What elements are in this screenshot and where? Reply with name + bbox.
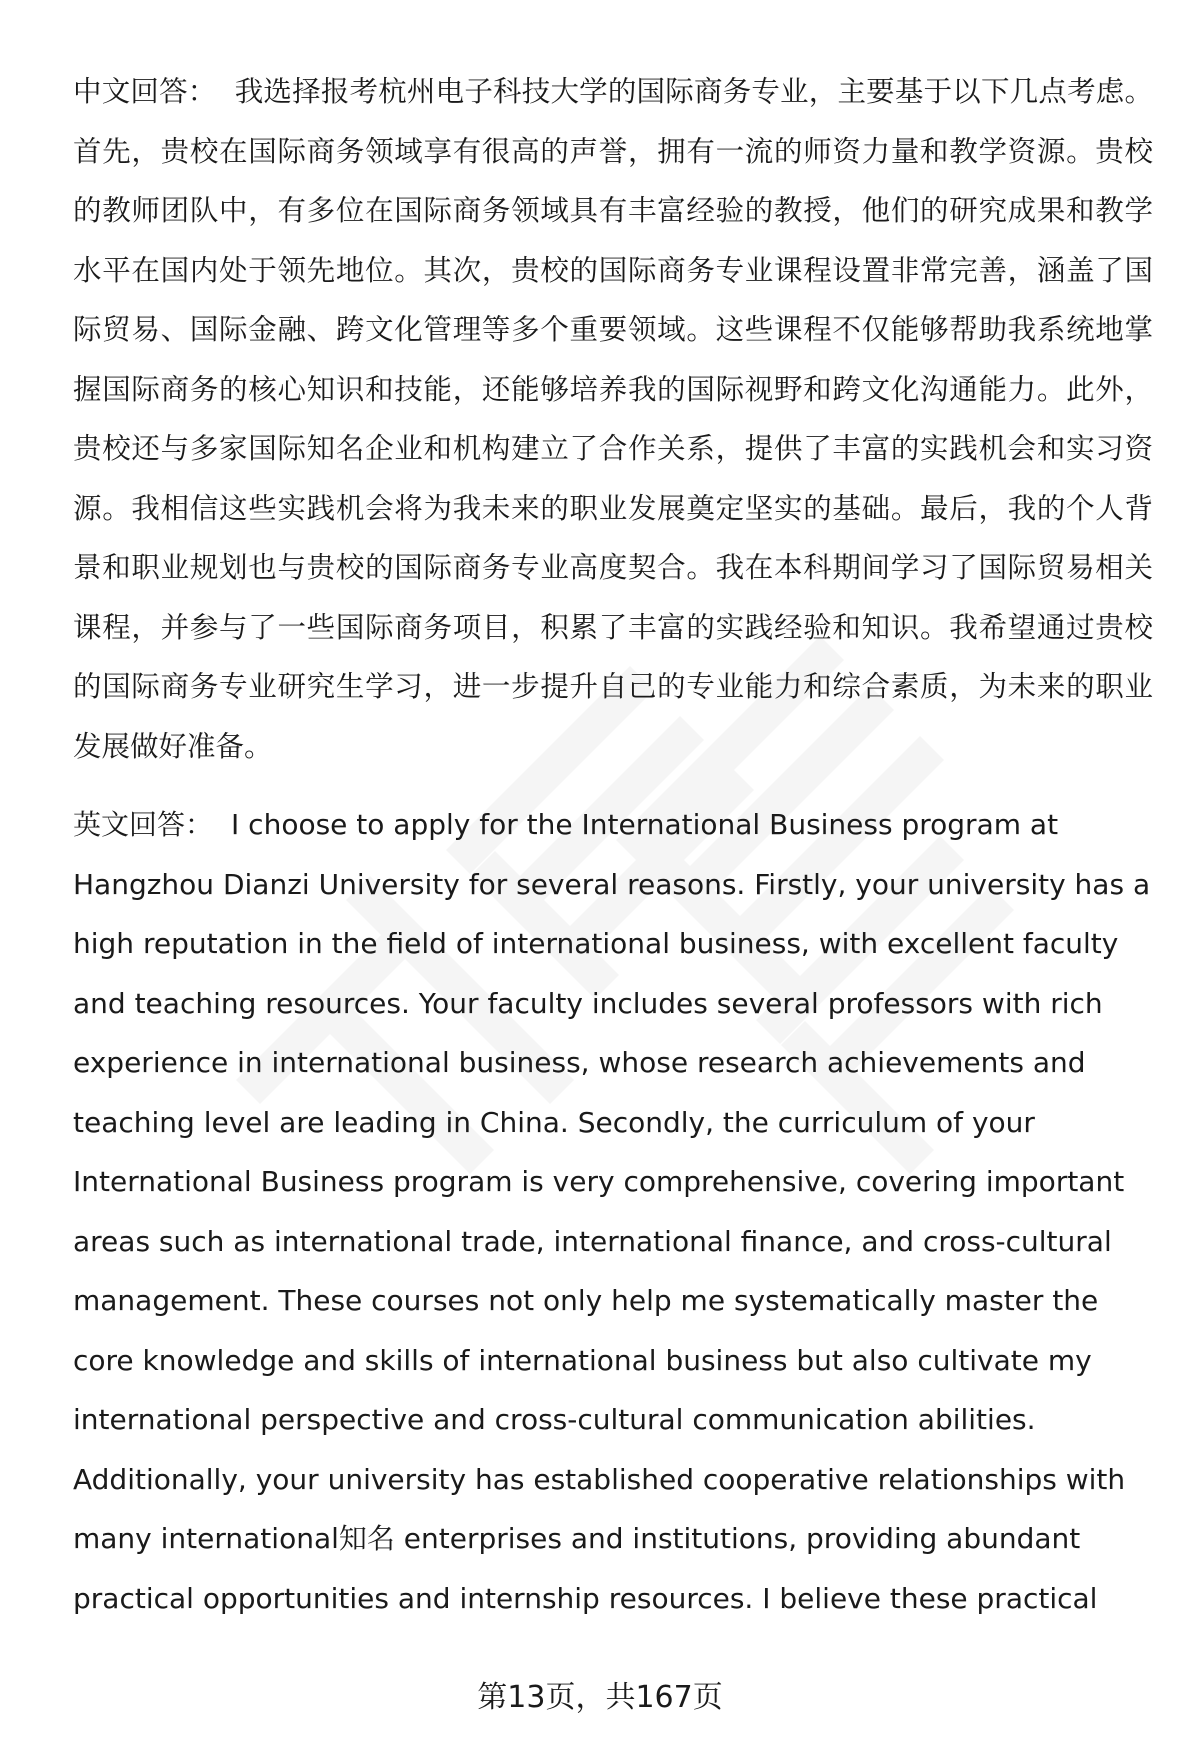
- chinese-answer-paragraph: [73, 62, 1153, 776]
- page-number-footer: 第13页，共167页: [477, 1680, 723, 1715]
- answer-content: [73, 62, 1153, 1628]
- chinese-answer-text: 我选择报考杭州电子科技大学的国际商务专业，主要基于以下几点考虑。首先，贵校在国际商务领域享有很高的声誉，拥有一流的师资力量和教学资源。贵校的教师团队中，有多位在国际商务领域具有丰富经验的教授，他们的研究成果和教学水平在国内处于领先地位。其次，贵校的国际商务专业课程设置非常完善，涵盖了国际贸易、国际金融、跨文化管理等多个重要领域。这些课程不仅能够帮助我系统地掌握国际商务的核心知识和技能，还能够培养我的国际视野和跨文化沟通能力。此外，贵校还与多家国际知名企业和机构建立了合作关系，提供了丰富的实践机会和实习资源。我相信这些实践机会将为我未来的职业发展奠定坚实的基础。最后，我的个人背景和职业规划也与贵校的国际商务专业高度契合。我在本科期间学习了国际贸易相关课程，并参与了一些国际商务项目，积累了丰富的实践经验和知识。我希望通过贵校的国际商务专业研究生学习，进一步提升自己的专业能力和综合素质，为未来的职业发展做好准备。: [73, 75, 1153, 763]
- english-answer-text: I choose to apply for the International Business program at Hangzhou Dianzi University for several reasons. Firstly, your university has a high reputation in the field of international business, with excellent faculty and teaching resources. Your faculty includes several professors with rich experience in international business, whose research achievements and teaching level are leading in China. Secondly, the curriculum of your International Business program is very comprehensive, covering important areas such as international trade, international finance, and cross-cultural management. These courses not only help me systematically master the core knowledge and skills of international business but also cultivate my international perspective and cross-cultural communication abilities. Additionally, your university has established cooperative relationships with many international知名 enterprises and institutions, providing abundant practical opportunities and internship resources. I believe these practical: [73, 808, 1151, 1615]
- english-answer-paragraph: [73, 795, 1153, 1628]
- english-answer-label: 英文回答：: [73, 808, 214, 841]
- chinese-answer-label: 中文回答：: [73, 75, 217, 108]
